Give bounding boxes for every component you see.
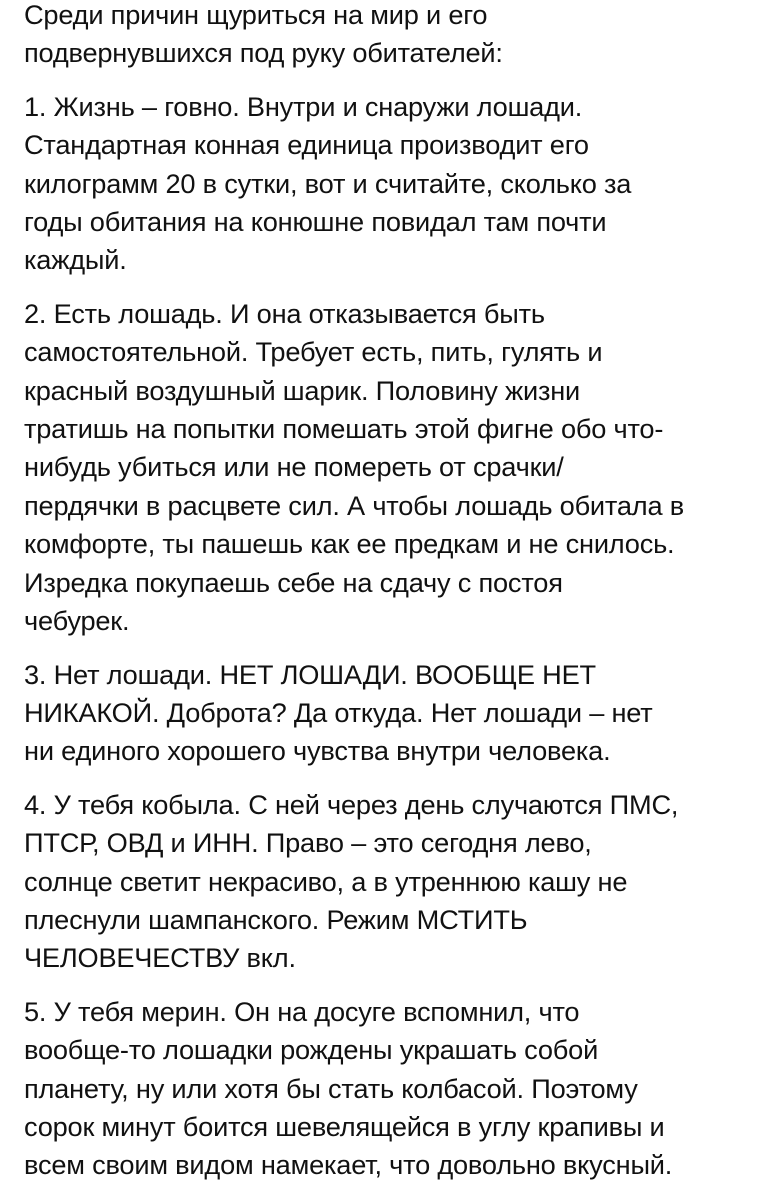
- text-line: 3. Нет лошади. НЕТ ЛОШАДИ. ВООБЩЕ НЕТ: [24, 658, 596, 690]
- reason-paragraph-5: [24, 993, 776, 1185]
- text-line: НИКАКОЙ. Доброта? Да откуда. Нет лошади – нет: [24, 696, 653, 728]
- reason-paragraph-2: [24, 295, 776, 641]
- text-line: ЧЕЛОВЕЧЕСТВУ вкл.: [24, 942, 296, 974]
- text-line: чебурек.: [24, 605, 130, 637]
- reason-paragraph-4: [24, 786, 776, 978]
- text-line: килограмм 20 в сутки, вот и считайте, сколько за: [24, 167, 632, 199]
- text-line: нибудь убиться или не помереть от срачки/: [24, 451, 564, 483]
- intro-paragraph: [24, 0, 776, 73]
- text-line: планету, ну или хотя бы стать колбасой. Поэтому: [24, 1072, 638, 1104]
- paragraph-gap: [24, 280, 776, 295]
- text-line: всем своим видом намекает, что довольно вкусный.: [24, 1149, 673, 1181]
- text-line: Среди причин щуриться на мир и его: [24, 0, 488, 30]
- text-line: вообще-то лошадки рождены украшать собой: [24, 1034, 599, 1066]
- text-line: годы обитания на конюшне повидал там почти: [24, 206, 607, 238]
- paragraph-gap: [24, 641, 776, 656]
- text-line: Стандартная конная единица производит его: [24, 129, 589, 161]
- text-line: 1. Жизнь – говно. Внутри и снаружи лошади.: [24, 90, 583, 122]
- text-line: подвернувшихся под руку обитателей:: [24, 37, 503, 69]
- reason-paragraph-1: [24, 88, 776, 280]
- text-line: ни единого хорошего чувства внутри человека.: [24, 735, 611, 767]
- text-line: пердячки в расцвете сил. А чтобы лошадь обитала в: [24, 489, 684, 521]
- paragraph-gap: [24, 978, 776, 993]
- text-line: комфорте, ты пашешь как ее предкам и не снилось.: [24, 528, 675, 560]
- text-line: Изредка покупаешь себе на сдачу с постоя: [24, 566, 563, 598]
- text-line: красный воздушный шарик. Половину жизни: [24, 374, 581, 406]
- text-line: 5. У тебя мерин. Он на досуге вспомнил, что: [24, 995, 580, 1027]
- text-line: каждый.: [24, 244, 127, 276]
- text-line: самостоятельной. Требует есть, пить, гулять и: [24, 336, 603, 368]
- paragraph-gap: [24, 73, 776, 88]
- text-line: плеснули шампанского. Режим МСТИТЬ: [24, 903, 528, 935]
- text-line: 4. У тебя кобыла. С ней через день случаются ПМС,: [24, 788, 679, 820]
- text-line: сорок минут боится шевелящейся в углу крапивы и: [24, 1110, 665, 1142]
- reason-paragraph-3: [24, 656, 776, 771]
- text-line: солнце светит некрасиво, а в утреннюю кашу не: [24, 865, 628, 897]
- post-text: [24, 0, 776, 1185]
- text-line: 2. Есть лошадь. И она отказывается быть: [24, 297, 545, 329]
- text-line: тратишь на попытки помешать этой фигне обо что-: [24, 413, 664, 445]
- paragraph-gap: [24, 771, 776, 786]
- text-line: ПТСР, ОВД и ИНН. Право – это сегодня лево,: [24, 827, 592, 859]
